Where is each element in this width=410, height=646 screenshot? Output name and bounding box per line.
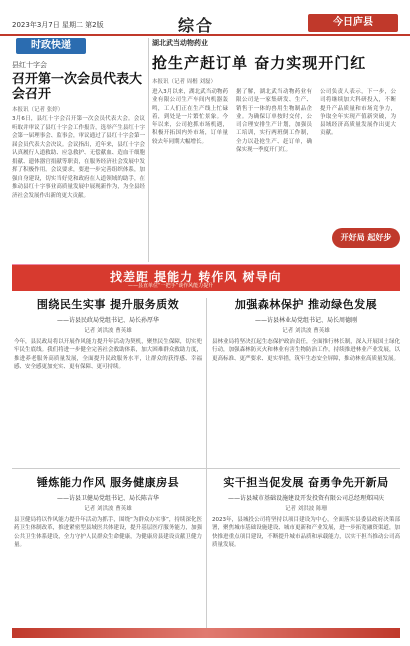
article-body: 今年，县民政局将以开展作风能力提升年活动为契机，聚焦民生保障，切实兜牢民生底线。我们将进一步健全完善社会救助体系，加大困难群众救助力度，推进养老服务高质量发展，全面提升民政服务水平，让群众的获得感、幸福感、安全感更加充实、更有保障、更可持续。 bbox=[14, 339, 202, 370]
article-reporters: 记者 刘洪波 曹英雄 bbox=[84, 328, 132, 334]
issue-date: 2023年3月7日 星期二 第2版 bbox=[12, 21, 104, 29]
interview-article-civil-affairs bbox=[14, 296, 202, 464]
section-title: 综合 bbox=[178, 16, 215, 35]
lead-article bbox=[152, 38, 400, 266]
interview-article-urban-investment bbox=[212, 474, 400, 624]
footer-decoration bbox=[12, 628, 400, 638]
article-kicker: 湖北武当动物药业 bbox=[152, 39, 208, 47]
column-tag: 时政快递 bbox=[16, 38, 86, 54]
article-body: 2023年，县城投公司将坚持以项目建设为中心，全面落实县委县政府决策部署，聚焦城市基础设施建设、城市更新和产业发展，进一步拓宽融资渠道，加快推进重点项目建设，不断提升城市品质和承载能力，以实干担当推动公司高质量发展。 bbox=[212, 517, 400, 548]
article-headline: 锤炼能力作风 服务健康房县 bbox=[36, 476, 180, 489]
article-column-2: 据了解，湖北武当动物药业有限公司是一家集研发、生产、销售于一体的兽用生物制品企业。为确保订单按时交付，公司合理安排生产计划，加强员工培训，实行两班倒工作制，全力以赴抢生产、赶订单，确保实现一季度开门红。 bbox=[236, 89, 312, 154]
article-reporters: 记者 刘洪波 陈珊 bbox=[285, 506, 327, 512]
article-body: 县卫健局将以作风能力提升年活动为抓手，围绕“为群众办实事”，持续深化医药卫生体制改革，推进紧密型县域医共体建设，提升基层医疗服务能力，加强公共卫生体系建设，全力守护人民群众生命健康，为健康房县建设贡献卫健力量。 bbox=[14, 517, 202, 548]
banner-subtitle: ——县直单位“一把手”谈作风能力提升 bbox=[128, 283, 214, 289]
banner-title: 找差距 提能力 转作风 树导向 bbox=[110, 270, 282, 284]
article-subtitle: ——访县民政局党组书记、局长孙厚华 bbox=[56, 317, 159, 324]
article-headline: 加强森林保护 推动绿色发展 bbox=[234, 298, 378, 311]
campaign-stamp: 开好局 起好步 bbox=[332, 228, 400, 248]
row-divider bbox=[12, 468, 400, 469]
article-body: 3月6日，县红十字会召开第一次会员代表大会。会议听取并审议了县红十字会工作报告，选举产生县红十字会第一届理事会、监事会，审议通过了县红十字会第一届会员代表大会决议。会议指出，近年来，县红十字会认真履行人道救助、应急救护、无偿献血、造血干细胞捐献、遗体器官捐献等职责，在服务经济社会发展中发挥了积极作用。会议要求，要进一步完善组织体系，加强自身建设，切实当好党和政府在人道领域的助手，在推动县红十字事业高质量发展中展现新作为，为全县经济社会发展作出新的更大贡献。 bbox=[12, 116, 145, 199]
newspaper-logo: 今日庐县 bbox=[308, 14, 398, 32]
article-reporters: 记者 刘洪波 曹英雄 bbox=[282, 328, 330, 334]
article-byline: 本报讯（记者 张婷） bbox=[12, 107, 64, 113]
article-subtitle: ——访县林业局党组书记、局长周德刚 bbox=[254, 317, 357, 324]
article-kicker: 县红十字会 bbox=[12, 61, 47, 69]
feature-banner bbox=[12, 264, 400, 291]
column-divider bbox=[206, 298, 207, 628]
interview-article-health bbox=[14, 474, 202, 624]
article-subtitle: ——访县城市基础设施建设开发投资有限公司总经理郑国庆 bbox=[227, 495, 384, 502]
article-headline: 实干担当促发展 奋勇争先开新局 bbox=[223, 476, 389, 489]
article-headline: 召开第一次会员代表大会召开 bbox=[12, 72, 143, 102]
article-column-1: 进入3月以来，湖北武当动物药业有限公司生产车间内机器轰鸣，工人们正在生产线上忙碌着，到处是一片繁忙景象。今年以来，公司抢抓市场机遇，积极开拓国内外市场，订单量较去年同期大幅增长。 bbox=[152, 89, 228, 145]
interview-article-forestry bbox=[212, 296, 400, 464]
article-headline: 抢生产赶订单 奋力实现开门红 bbox=[152, 54, 367, 72]
news-brief-article bbox=[12, 38, 145, 262]
page-header bbox=[0, 0, 410, 36]
column-divider bbox=[148, 38, 149, 262]
article-headline: 围绕民生实事 提升服务质效 bbox=[36, 298, 180, 311]
article-byline: 本报讯（记者 周楷 刘磊） bbox=[152, 79, 216, 85]
article-reporters: 记者 刘洪波 曹英雄 bbox=[84, 506, 132, 512]
article-column-3: 公司负责人表示，下一步，公司将继续加大科研投入，不断提升产品质量和市场竞争力，争取全年实现产值新突破，为县域经济高质量发展作出更大贡献。 bbox=[320, 89, 396, 137]
article-subtitle: ——访县卫健局党组书记、局长陈吉华 bbox=[56, 495, 159, 502]
article-body: 县林业局将坚决扛起生态保护政治责任，全面推行林长制，深入开展国土绿化行动，加强森林防灭火和林业有害生物防治工作，持续推进林业产业发展，以更高标准、更严要求、更实举措，筑牢生态安全屏障，推动林业高质量发展。 bbox=[212, 339, 400, 362]
